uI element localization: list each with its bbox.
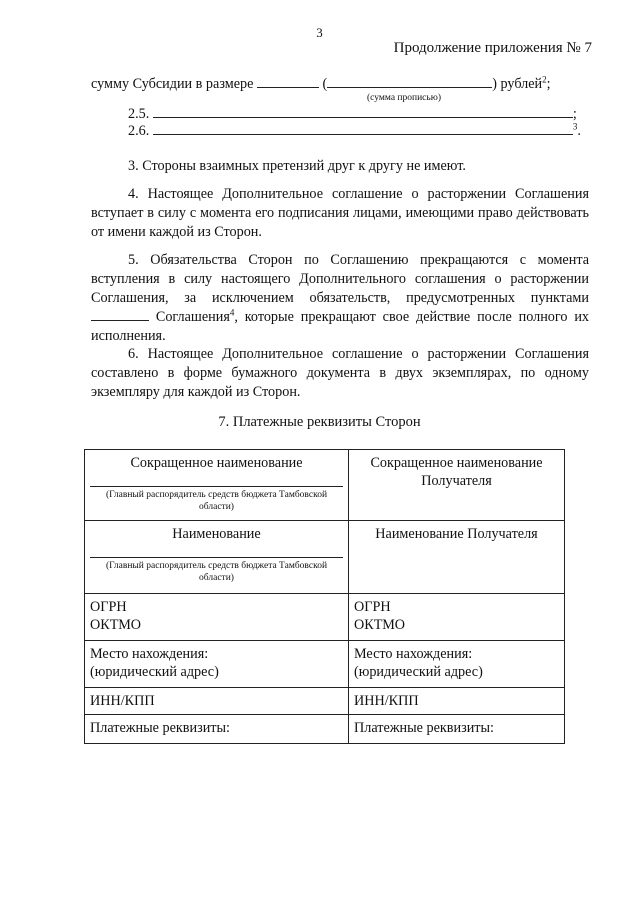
right-location-cell <box>349 641 565 688</box>
paragraph-6: 6. Настоящее Дополнительное соглашение о расторжении Соглашения составлено в форме бумажного документа в двух экземплярах, по одному экземпляру для каждой из Сторон. <box>91 346 589 400</box>
amount-words-blank <box>327 87 492 88</box>
amount-blank <box>257 87 319 88</box>
section-title: 7. Платежные реквизиты Сторон <box>218 414 421 430</box>
p5-text-c: , которые прекращают свое действие после полного их исполнения. <box>91 309 590 344</box>
right-ogrn: ОГРН <box>354 599 391 615</box>
left-short-name-caption: (Главный распорядитель средств бюджета Тамбовской области) <box>90 486 343 513</box>
payment-details-table <box>84 449 565 744</box>
paragraph-4: 4. Настоящее Дополнительное соглашение о расторжении Соглашения вступает в силу с момента его подписания лицами, имеющими право действовать от имени каждой из Сторон. <box>91 186 589 240</box>
open-paren: ( <box>322 76 328 92</box>
subsidy-line <box>91 75 581 94</box>
right-location: Место нахождения: <box>354 646 473 662</box>
paragraph-3: 3. Стороны взаимных претензий друг к другу не имеют. <box>128 158 466 174</box>
left-location-sub: (юридический адрес) <box>90 664 219 680</box>
item-label: 2.6. <box>128 123 150 139</box>
right-name: Наименование Получателя <box>375 526 538 542</box>
right-payment-cell: Платежные реквизиты: <box>349 715 565 744</box>
left-location: Место нахождения: <box>90 646 209 662</box>
right-inn-cell: ИНН/КПП <box>349 688 565 715</box>
right-short-name: Сокращенное наименование Получателя <box>370 455 543 489</box>
clauses-blank <box>91 320 149 321</box>
footnote-3: 3 <box>572 121 578 132</box>
item-blank <box>153 117 573 118</box>
subsidy-prefix: сумму Субсидии в размере <box>91 76 254 92</box>
right-ogrn-cell <box>349 594 565 641</box>
continuation-note: Продолжение приложения № 7 <box>393 40 592 56</box>
left-location-cell <box>85 641 349 688</box>
left-name: Наименование <box>172 526 261 542</box>
table-row <box>85 521 565 594</box>
table-row <box>85 450 565 521</box>
item-label: 2.5. <box>128 106 150 122</box>
right-name-cell <box>349 521 565 594</box>
left-name-cell <box>85 521 349 594</box>
item-blank <box>153 134 573 135</box>
subsidy-suffix: ) рублей <box>492 76 543 92</box>
p5-text-b: Соглашения <box>155 309 230 325</box>
item-2-6 <box>128 122 608 141</box>
table-row <box>85 594 565 641</box>
left-short-name-cell <box>85 450 349 521</box>
table-row <box>85 715 565 744</box>
item-end: ; <box>572 106 577 122</box>
left-oktmo: ОКТМО <box>90 617 142 633</box>
p5-text-a: 5. Обязательства Сторон по Соглашению прекращаются с момента вступления в силу настоящего Дополнительного соглашения о расторжении Соглашения, за исключением обязательств, предусмотренных пунктами <box>91 252 589 306</box>
paragraph-5 <box>91 251 589 346</box>
footnote-2: 2 <box>542 74 547 85</box>
table-row <box>85 641 565 688</box>
footnote-4: 4 <box>229 307 235 318</box>
right-location-sub: (юридический адрес) <box>354 664 483 680</box>
left-inn-cell: ИНН/КПП <box>85 688 349 715</box>
page-number: 3 <box>316 25 323 40</box>
subsidy-end: ; <box>546 76 551 92</box>
left-short-name: Сокращенное наименование <box>130 455 303 471</box>
item-end: . <box>577 123 581 139</box>
right-oktmo: ОКТМО <box>354 617 406 633</box>
left-payment-cell: Платежные реквизиты: <box>85 715 349 744</box>
left-ogrn-cell <box>85 594 349 641</box>
right-short-name-cell <box>349 450 565 521</box>
amount-caption: (сумма прописью) <box>367 93 441 103</box>
left-name-caption: (Главный распорядитель средств бюджета Тамбовской области) <box>90 557 343 584</box>
left-ogrn: ОГРН <box>90 599 127 615</box>
table-row <box>85 688 565 715</box>
